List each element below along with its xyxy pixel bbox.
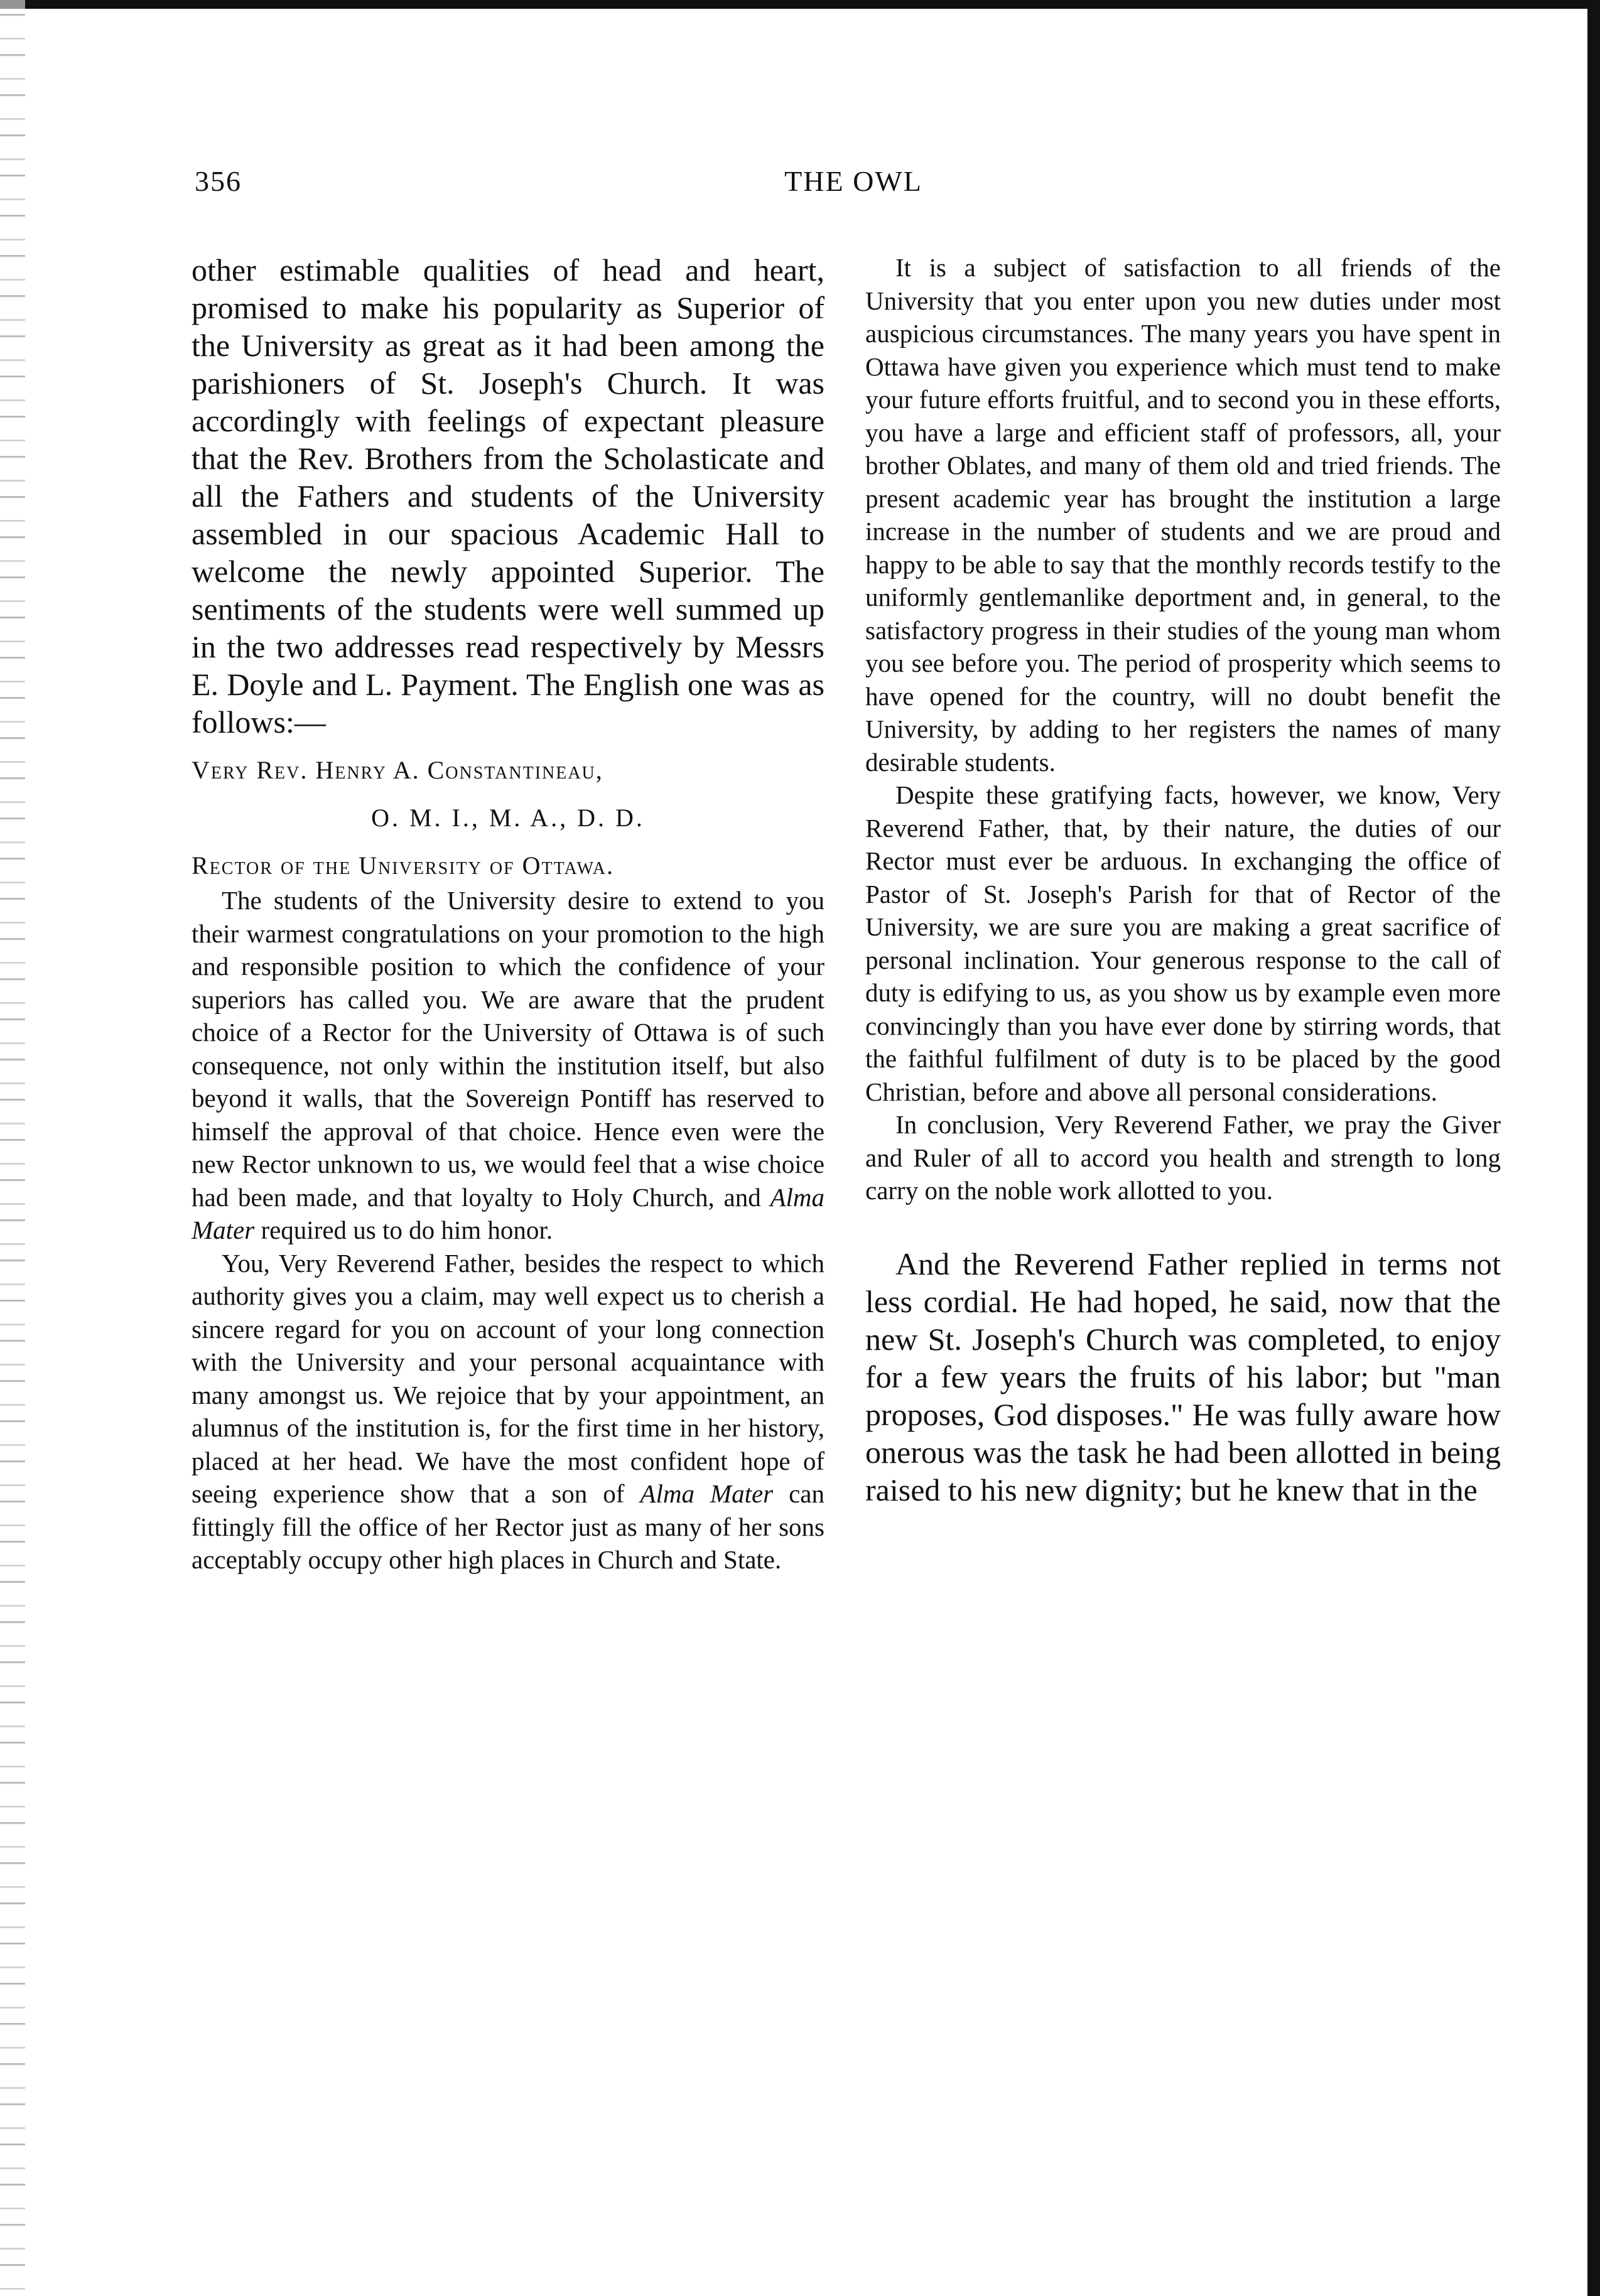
para1-end: required us to do him honor. <box>254 1215 553 1244</box>
address-paragraph-1 <box>192 884 824 1247</box>
scan-top-border <box>0 0 1600 9</box>
page-header <box>182 164 1525 202</box>
section-gap <box>865 1207 1501 1245</box>
right-column <box>865 251 1501 1509</box>
salutation-name: Very Rev. Henry A. Constantineau, <box>192 756 603 784</box>
para2-text: You, Very Reverend Father, besides the respect to which authority gives you a claim, may well expect us to cherish a sincere regard for you on account of your long connection with the University and your personal acquaintance with many amongst us. We rejoice that by your appointment, an alumnus of the institution is, for the first time in her history, placed at her head. We have the most confident hope of seeing experience show that a son of <box>192 1248 824 1508</box>
left-column <box>192 251 824 1576</box>
para2-italic: Alma Mater <box>640 1479 774 1508</box>
address-paragraph-4: Despite these gratifying facts, however, we know, Very Reverend Father, that, by their nature, the duties of our Rector must ever be arduous. In exchanging the office of Pastor of St. Joseph's Parish for that of Rector of the University, we are sure you are making a great sacrifice of personal inclination. Your generous response to the call of duty is edifying to us, as you show us by example even more convincingly than you have ever done by stirring words, that the faithful fulfilment of duty is to be placed by the good Christian, before and above all personal considerations. <box>865 780 1501 1106</box>
intro-paragraph: other estimable qualities of head and heart, promised to make his popularity as Superior of the University as great as it had been among the parishioners of St. Joseph's Church. It was accordingly with feelings of expectant pleasure that the Rev. Brothers from the Scholasticate and all the Fathers and students of the University assembled in our spacious Academic Hall to welcome the newly appointed Superior. The sentiments of the students were well summed up in the two addresses read respectively by Messrs E. Doyle and L. Payment. The English one was as follows:— <box>192 252 824 740</box>
address-paragraph-3: It is a subject of satisfaction to all friends of the University that you enter upon you new duties under most auspicious circumstances. The many years you have spent in Ottawa have given you experience which must tend to make your future efforts fruitful, and to second you in these efforts, you have a large and efficient staff of professors, all, your brother Oblates, and many of them old and tried friends. The present academic year has brought the institution a large increase in the number of students and we are proud and happy to be able to say that the monthly records testify to the uniformly gentlemanlike deportment and, in general, to the satisfactory progress in their studies of the young man whom you see before you. The period of prosperity which seems to have opened for the country, will no doubt benefit the University, by adding to her registers the names of many desirable students. <box>865 253 1501 777</box>
para1-italic: Alma Mater <box>192 1182 825 1244</box>
reply-paragraph: And the Reverend Father replied in terms not less cordial. He had hoped, he said, now that the new St. Joseph's Church was completed, to enjoy for a few years the fruits of his labor; but "man proposes, God disposes." He was fully aware how onerous was the task he had been allotted in being raised to his new dignity; but he knew that in the <box>865 1246 1501 1507</box>
para2-end: can fittingly fill the office of her Rector just as many of her sons acceptably occupy other high places in Church and State. <box>192 1479 824 1574</box>
address-paragraph-5: In conclusion, Very Reverend Father, we pray the Giver and Ruler of all to accord you health and strength to long carry on the noble work allotted to you. <box>865 1110 1501 1205</box>
salutation-title: Rector of the University of Ottawa. <box>192 851 614 880</box>
salutation-degrees: O. M. I., M. A., D. D. <box>371 804 645 832</box>
page-number: 356 <box>195 165 242 197</box>
address-paragraph-2 <box>192 1247 824 1576</box>
scan-right-border <box>1587 0 1600 2296</box>
running-title: THE OWL <box>784 165 922 197</box>
para1-text: The students of the University desire to extend to you their warmest congratulations on your promotion to the high and responsible position to which the confidence of your superiors has called you. We are aware that the prudent choice of a Rector for the University of Ottawa is of such consequence, not only within the institution itself, but also beyond it walls, that the Sovereign Pontiff has reserved to himself the approval of that choice. Hence even were the new Rector unknown to us, we would feel that a wise choice had been made, and that loyalty to Holy Church, and <box>192 886 824 1212</box>
scan-left-edge <box>0 0 25 2296</box>
